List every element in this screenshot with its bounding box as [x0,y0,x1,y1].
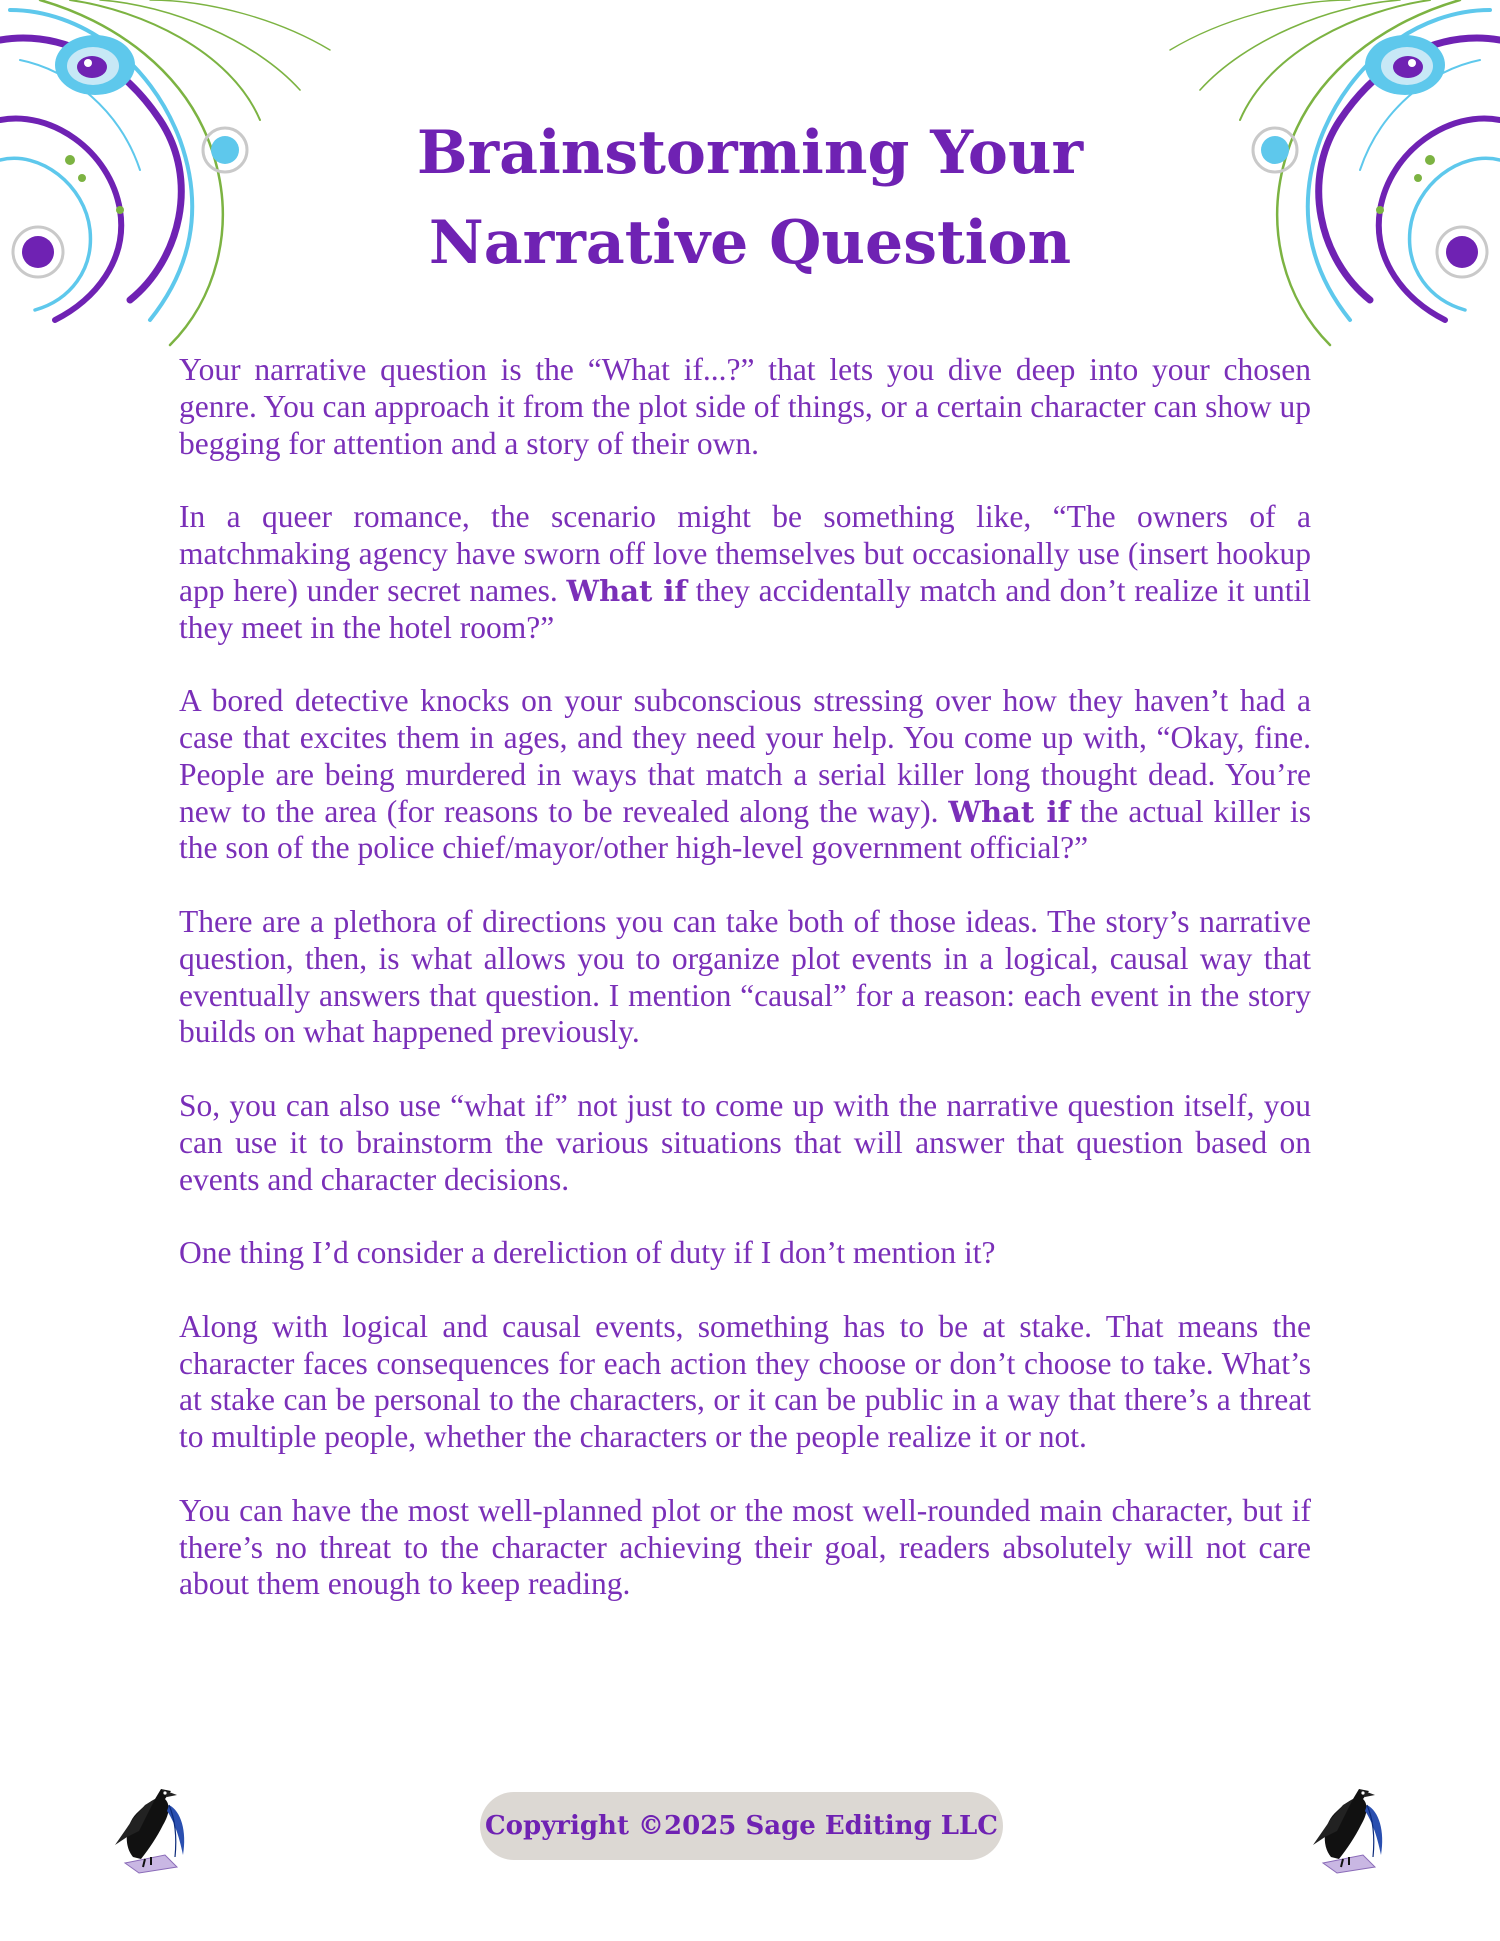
page-title [300,108,1200,288]
paragraph-7: Along with logical and causal events, something has to be at stake. That means the character faces consequences for each action they choose or don’t choose to take. What’s at stake can be personal to the characters, or it can be public in a way that there’s a threat to multiple people, whether the characters or the people realize it or not. [179,1308,1311,1455]
title-line-2: Narrative Question [428,208,1072,278]
paragraph-6: One thing I’d consider a dereliction of duty if I don’t mention it? [179,1235,996,1271]
paragraph-2: In a queer romance, the scenario might be something like, “The owners of a matchmaking agency have sworn off love themselves but occasionally use (insert hookup app here) under secret names. What if they accidentally match and don’t realize it until they meet in the hotel room?” [179,499,1311,645]
raven-icon [1303,1775,1398,1875]
what-if-emphasis: What if [948,794,1070,829]
title-line-1: Brainstorming Your [416,118,1084,188]
article-body [179,352,1311,1640]
what-if-emphasis: What if [566,573,687,608]
paragraph-5: So, you can also use “what if” not just to come up with the narrative question itself, you can use it to brainstorm the various situations that will answer that question based on events and character decisions. [179,1087,1311,1197]
paragraph-3: A bored detective knocks on your subconscious stressing over how they haven’t had a case that excites them in ages, and they need your help. You come up with, “Okay, fine. People are being murdered in ways that match a serial killer long thought dead. You’re new to the area (for reasons to be revealed along the way). What if the actual killer is the son of the police chief/mayor/other high-level government official?” [179,683,1311,866]
paragraph-4: There are a plethora of directions you can take both of those ideas. The story’s narrative question, then, is what allows you to organize plot events in a logical, causal way that eventually answers that question. I mention “causal” for a reason: each event in the story builds on what happened previously. [179,903,1311,1050]
copyright-footer [480,1792,1003,1860]
raven-icon [105,1775,200,1875]
paragraph-8: You can have the most well-planned plot or the most well-rounded main character, but if there’s no threat to the character achieving their goal, readers absolutely will not care about them enough to keep reading. [179,1492,1311,1602]
paragraph-1: Your narrative question is the “What if...?” that lets you dive deep into your chosen genre. You can approach it from the plot side of things, or a certain character can show up begging for attention and a story of their own. [179,352,1311,461]
copyright-text: Copyright ©2025 Sage Editing LLC [484,1811,998,1841]
